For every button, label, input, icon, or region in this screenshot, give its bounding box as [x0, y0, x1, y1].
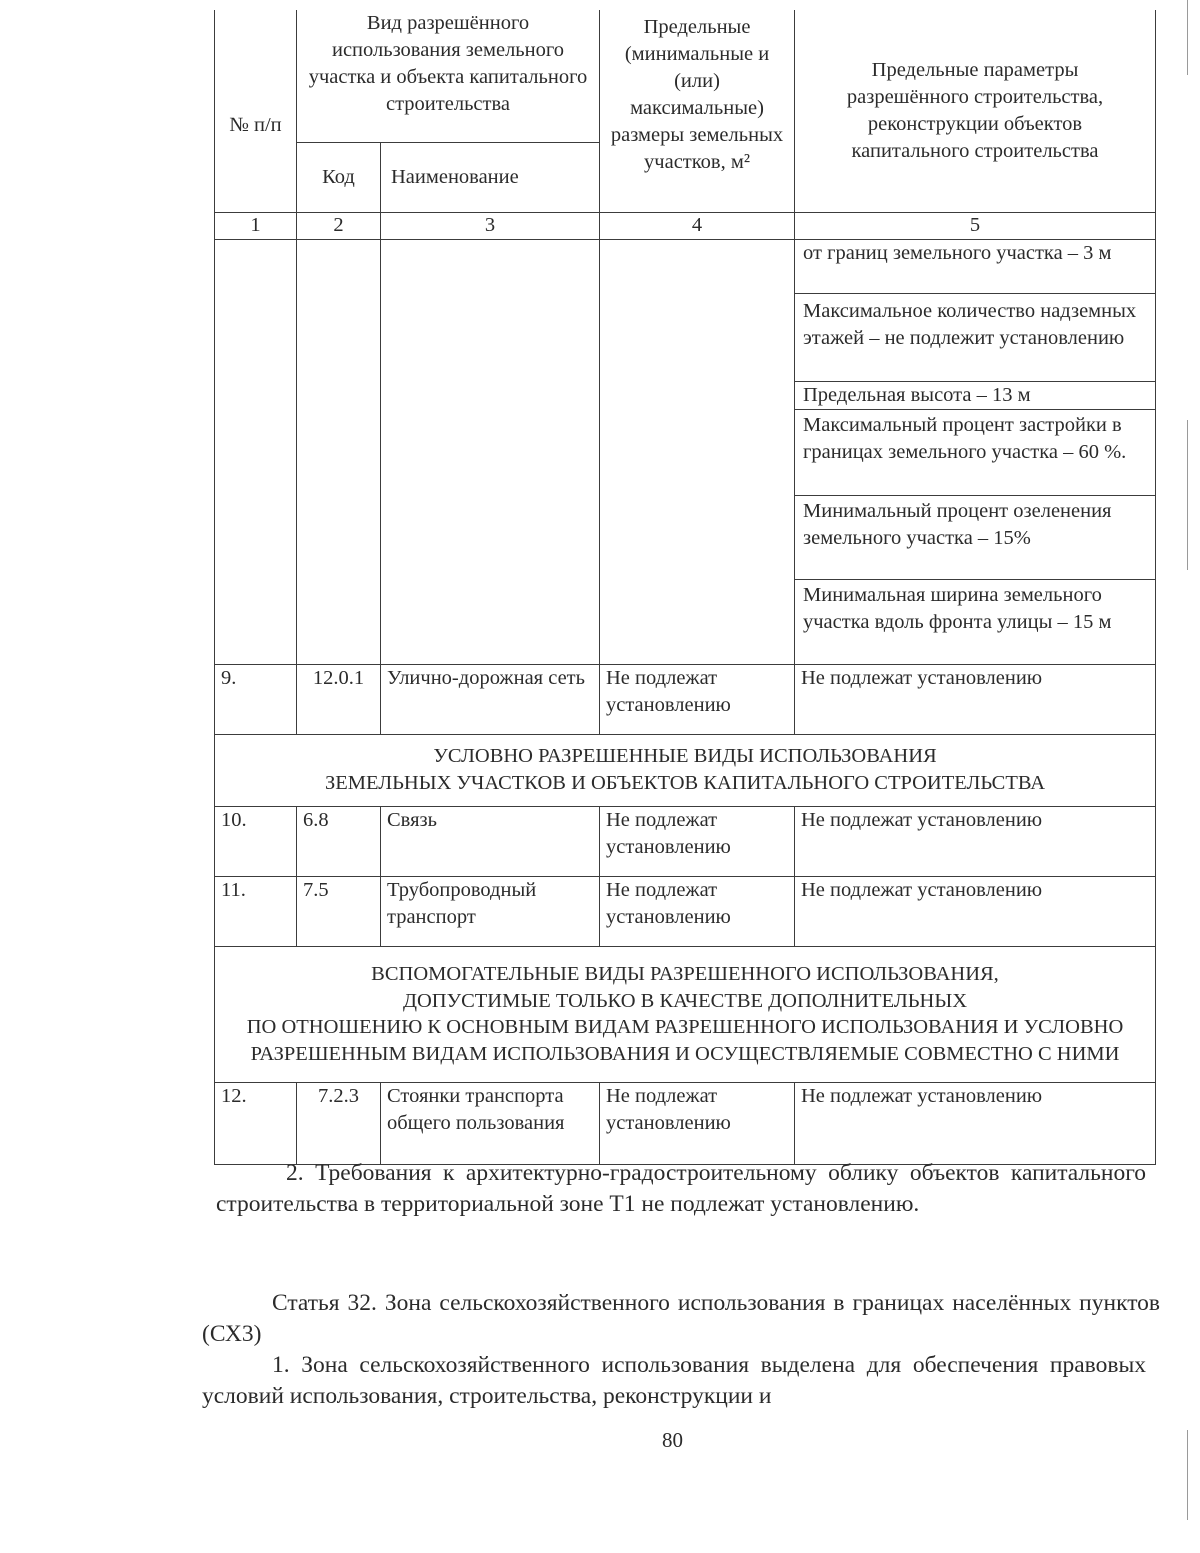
param-item: Максимальное количество надземных этажей – не подлежит установлению — [795, 294, 1155, 382]
header-code: Код — [297, 142, 381, 212]
table-row — [215, 806, 1156, 876]
params-list — [795, 239, 1156, 664]
row-code: 7.5 — [297, 876, 381, 946]
table-row — [215, 1082, 1156, 1164]
row-params: Не подлежат установлению — [795, 876, 1156, 946]
section-row — [215, 946, 1156, 1082]
row-params: Не подлежат установлению — [795, 664, 1156, 734]
section-line: УСЛОВНО РАЗРЕШЕННЫЕ ВИДЫ ИСПОЛЬЗОВАНИЯ — [433, 745, 937, 767]
section-line: ВСПОМОГАТЕЛЬНЫЕ ВИДЫ РАЗРЕШЕННОГО ИСПОЛЬЗОВАНИЯ, — [371, 963, 999, 985]
row-name: Стоянки транспорта общего пользования — [381, 1082, 600, 1164]
article-heading: Статья 32. Зона сельскохозяйственного использования в границах населённых пунктов (СХ3) — [202, 1290, 1160, 1347]
col-number: 1 — [215, 212, 297, 239]
row-sizes: Не подлежат установлению — [600, 876, 795, 946]
header-sizes: Предельные (минимальные и (или) максимальные) размеры земельных участков, м² — [600, 10, 795, 212]
continuation-row — [215, 239, 1156, 664]
row-num: 9. — [215, 664, 297, 734]
table-row — [215, 664, 1156, 734]
land-use-table — [214, 10, 1156, 1165]
scan-edge — [1187, 0, 1188, 75]
row-code: 7.2.3 — [297, 1082, 381, 1164]
column-numbers-row — [215, 212, 1156, 239]
section-line: ЗЕМЕЛЬНЫХ УЧАСТКОВ И ОБЪЕКТОВ КАПИТАЛЬНОГО СТРОИТЕЛЬСТВА — [324, 772, 1046, 794]
empty-cell — [600, 239, 795, 664]
header-num: № п/п — [215, 10, 297, 212]
row-sizes: Не подлежат установлению — [600, 664, 795, 734]
scan-edge — [1187, 420, 1188, 570]
col-number: 2 — [297, 212, 381, 239]
param-item: Минимальный процент озеленения земельного участка – 15% — [795, 496, 1155, 580]
header-params: Предельные параметры разрешённого строительства, реконструкции объектов капитального строительства — [795, 10, 1156, 212]
param-item: Минимальная ширина земельного участка вдоль фронта улицы – 15 м — [803, 583, 1112, 633]
row-name: Трубопроводный транспорт — [381, 876, 600, 946]
paragraph-2: 2. Требования к архитектурно-градостроительному облику объектов капитального строительства в территориальной зоне Т1 не подлежат установлению. — [216, 1160, 1146, 1217]
section-line: ДОПУСТИМЫЕ ТОЛЬКО В КАЧЕСТВЕ ДОПОЛНИТЕЛЬНЫХ — [402, 989, 967, 1012]
section-line: ПО ОТНОШЕНИЮ К ОСНОВНЫМ ВИДАМ РАЗРЕШЕННОГО ИСПОЛЬЗОВАНИЯ И УСЛОВНО РАЗРЕШЕННЫМ ВИДАМ ИСПОЛЬЗОВАНИЯ И ОСУЩЕСТВЛЯЕМЫЕ СОВМЕСТНО С НИМИ — [246, 1016, 1124, 1065]
row-sizes: Не подлежат установлению — [600, 1082, 795, 1164]
col-number: 4 — [600, 212, 795, 239]
row-name: Улично-дорожная сеть — [381, 664, 600, 734]
empty-cell — [215, 239, 297, 664]
page-number: 80 — [662, 1428, 683, 1452]
row-num: 12. — [215, 1082, 297, 1164]
row-num: 10. — [215, 806, 297, 876]
paragraph-1: 1. Зона сельскохозяйственного использования выделена для обеспечения правовых условий использования, строительства, реконструкции и — [202, 1352, 1146, 1409]
param-item: Максимальный процент застройки в границах земельного участка – 60 %. — [795, 410, 1155, 496]
section-conditional — [215, 734, 1156, 806]
row-code: 12.0.1 — [297, 664, 381, 734]
row-params: Не подлежат установлению — [795, 1082, 1156, 1164]
empty-cell — [297, 239, 381, 664]
table-row — [215, 876, 1156, 946]
section-row — [215, 734, 1156, 806]
header-vid: Вид разрешённого использования земельного участка и объекта капитального строительства — [297, 10, 600, 142]
row-num: 11. — [215, 876, 297, 946]
header-name: Наименование — [381, 142, 600, 212]
row-name: Связь — [381, 806, 600, 876]
section-auxiliary — [215, 946, 1156, 1082]
row-sizes: Не подлежат установлению — [600, 806, 795, 876]
col-number: 3 — [381, 212, 600, 239]
row-code: 6.8 — [297, 806, 381, 876]
header-row — [215, 10, 1156, 142]
row-params: Не подлежат установлению — [795, 806, 1156, 876]
col-number: 5 — [795, 212, 1156, 239]
param-item: Предельная высота – 13 м — [795, 382, 1155, 410]
empty-cell — [381, 239, 600, 664]
param-item: от границ земельного участка – 3 м — [795, 240, 1155, 294]
